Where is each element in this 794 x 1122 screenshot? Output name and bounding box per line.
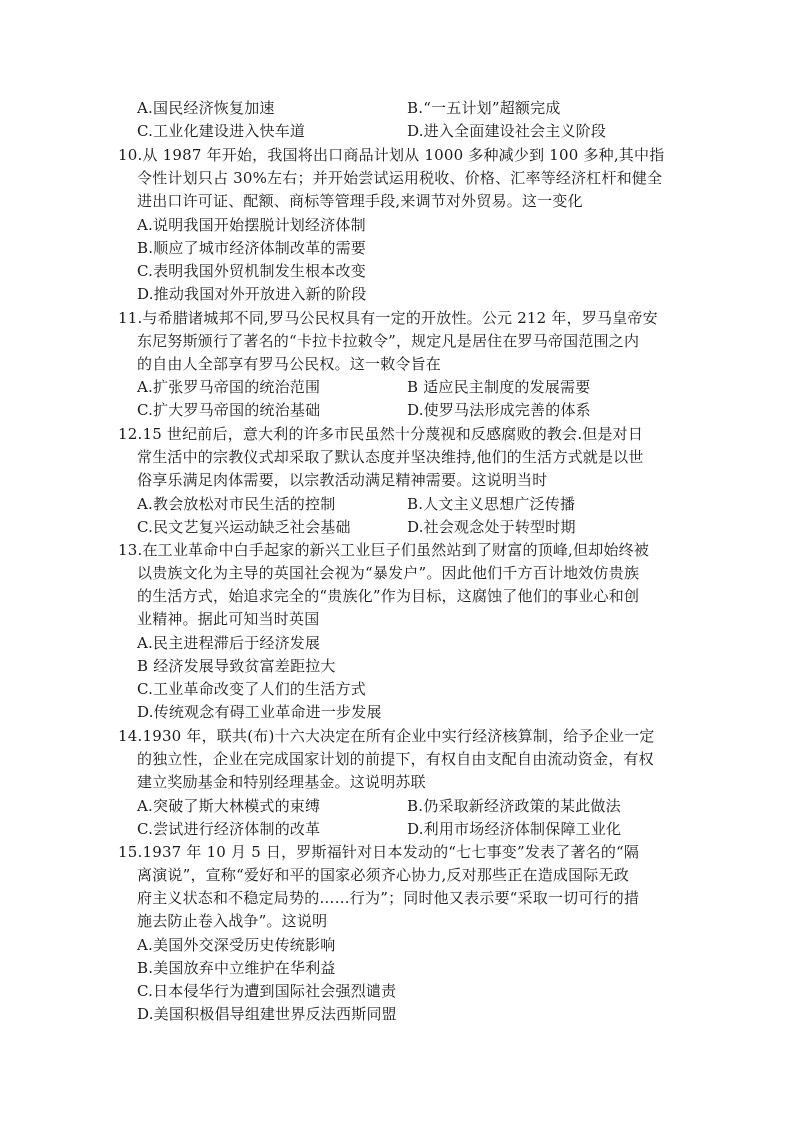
q11-stem-line-2: 东尼努斯颁行了著名的“卡拉卡拉敕令”，规定凡是居住在罗马帝国范围之内 — [137, 332, 640, 350]
q15-option-c: C.日本侵华行为遭到国际社会强烈谴责 — [137, 982, 397, 1000]
q10-option-c: C.表明我国外贸机制发生根本改变 — [137, 262, 366, 280]
q14-option-d: D.利用市场经济体制保障工业化 — [407, 820, 622, 838]
q13-stem-line-2: 以贵族文化为主导的英国社会视为“暴发户”。因此他们千方百计地效仿贵族 — [137, 564, 640, 582]
q9-option-d: D.进入全面建设社会主义阶段 — [407, 122, 607, 140]
q12-option-d: D.社会观念处于转型时期 — [407, 518, 576, 536]
q13-stem-line-3: 的生活方式，始追求完全的“贵族化”作为目标，这腐蚀了他们的事业心和创 — [137, 587, 640, 605]
q14-stem-line-2: 的独立性，企业在完成国家计划的前提下，有权自由支配自由流动资金，有权 — [137, 750, 654, 768]
q10-option-a: A.说明我国开始摆脱计划经济体制 — [137, 216, 366, 234]
q15-option-d: D.美国积极倡导组建世界反法西斯同盟 — [137, 1005, 397, 1023]
q10-stem-line-1: 10.从 1987 年开始，我国将出口商品计划从 1000 多种减少到 100 多种,其中指 — [118, 146, 665, 164]
q12-option-a: A.教会放松对市民生活的控制 — [137, 495, 336, 513]
q10-option-b: B.顺应了城市经济体制改革的需要 — [137, 239, 366, 257]
q13-stem-line-1: 13.在工业革命中白手起家的新兴工业巨子们虽然站到了财富的顶峰,但却始终被 — [118, 541, 650, 559]
q13-option-c: C.工业革命改变了人们的生活方式 — [137, 680, 366, 698]
q13-option-a: A.民主进程滞后于经济发展 — [137, 634, 321, 652]
q15-option-a: A.美国外交深受历史传统影响 — [137, 936, 336, 954]
q11-option-d: D.使罗马法形成完善的体系 — [407, 401, 591, 419]
q12-stem-line-2: 常生活中的宗教仪式却采取了默认态度并坚决维持,他们的生活方式就是以世 — [137, 448, 644, 466]
q15-option-b: B.美国放弃中立维护在华利益 — [137, 959, 336, 977]
q9-option-c: C.工业化建设进入快车道 — [137, 122, 306, 140]
q12-stem-line-1: 12.15 世纪前后，意大利的许多市民虽然十分蔑视和反感腐败的教会.但是对日 — [118, 425, 644, 443]
q11-stem-line-3: 的自由人全部享有罗马公民权。这一敕令旨在 — [137, 355, 442, 373]
q12-stem-line-3: 俗享乐满足肉体需要，以宗教活动满足精神需要。这说明当时 — [137, 471, 548, 489]
q15-stem-line-3: 府主义状态和不稳定局势的……行为”；同时他又表示要“采取一切可行的措 — [137, 889, 640, 907]
q14-stem-line-3: 建立奖励基金和特别经理基金。这说明苏联 — [137, 773, 426, 791]
q11-option-a: A.扩张罗马帝国的统治范围 — [137, 378, 321, 396]
q15-stem-line-2: 离演说”，宣称“爱好和平的国家必须齐心协力,反对那些正在造成国际无政 — [137, 866, 629, 884]
q13-stem-line-4: 业精神。据此可知当时英国 — [137, 610, 320, 628]
q15-stem-line-1: 15.1937 年 10 月 5 日，罗斯福针对日本发动的“七七事变”发表了著名的“隔 — [118, 843, 640, 861]
q10-option-d: D.推动我国对外开放进入新的阶段 — [137, 285, 367, 303]
q9-option-b: B.“一五计划”超额完成 — [407, 99, 561, 117]
q14-option-c: C.尝试进行经济体制的改革 — [137, 820, 321, 838]
q11-stem-line-1: 11.与希腊诸城邦不同,罗马公民权具有一定的开放性。公元 212 年，罗马皇帝安 — [118, 309, 658, 327]
q15-stem-line-4: 施去防止卷入战争”。这说明 — [137, 912, 328, 930]
q11-option-b: B 适应民主制度的发展需要 — [407, 378, 591, 396]
q10-stem-line-3: 进出口许可证、配额、商标等管理手段,来调节对外贸易。这一变化 — [137, 192, 583, 210]
q13-option-d: D.传统观念有碍工业革命进一步发展 — [137, 703, 382, 721]
q14-stem-line-1: 14.1930 年，联共(布)十六大决定在所有企业中实行经济核算制，给予企业一定 — [118, 727, 655, 745]
q9-option-a: A.国民经济恢复加速 — [137, 99, 275, 117]
q14-option-a: A.突破了斯大林模式的束缚 — [137, 797, 321, 815]
q14-option-b: B.仍采取新经济政策的某此做法 — [407, 797, 621, 815]
q10-stem-line-2: 令性计划只占 30%左右；并开始尝试运用税收、价格、汇率等经济杠杆和健全 — [137, 169, 663, 187]
q11-option-c: C.扩大罗马帝国的统治基础 — [137, 401, 321, 419]
q12-option-c: C.民文艺复兴运动缺乏社会基础 — [137, 518, 351, 536]
q13-option-b: B 经济发展导致贫富差距拉大 — [137, 657, 336, 675]
q12-option-b: B.人文主义思想广泛传播 — [407, 495, 576, 513]
